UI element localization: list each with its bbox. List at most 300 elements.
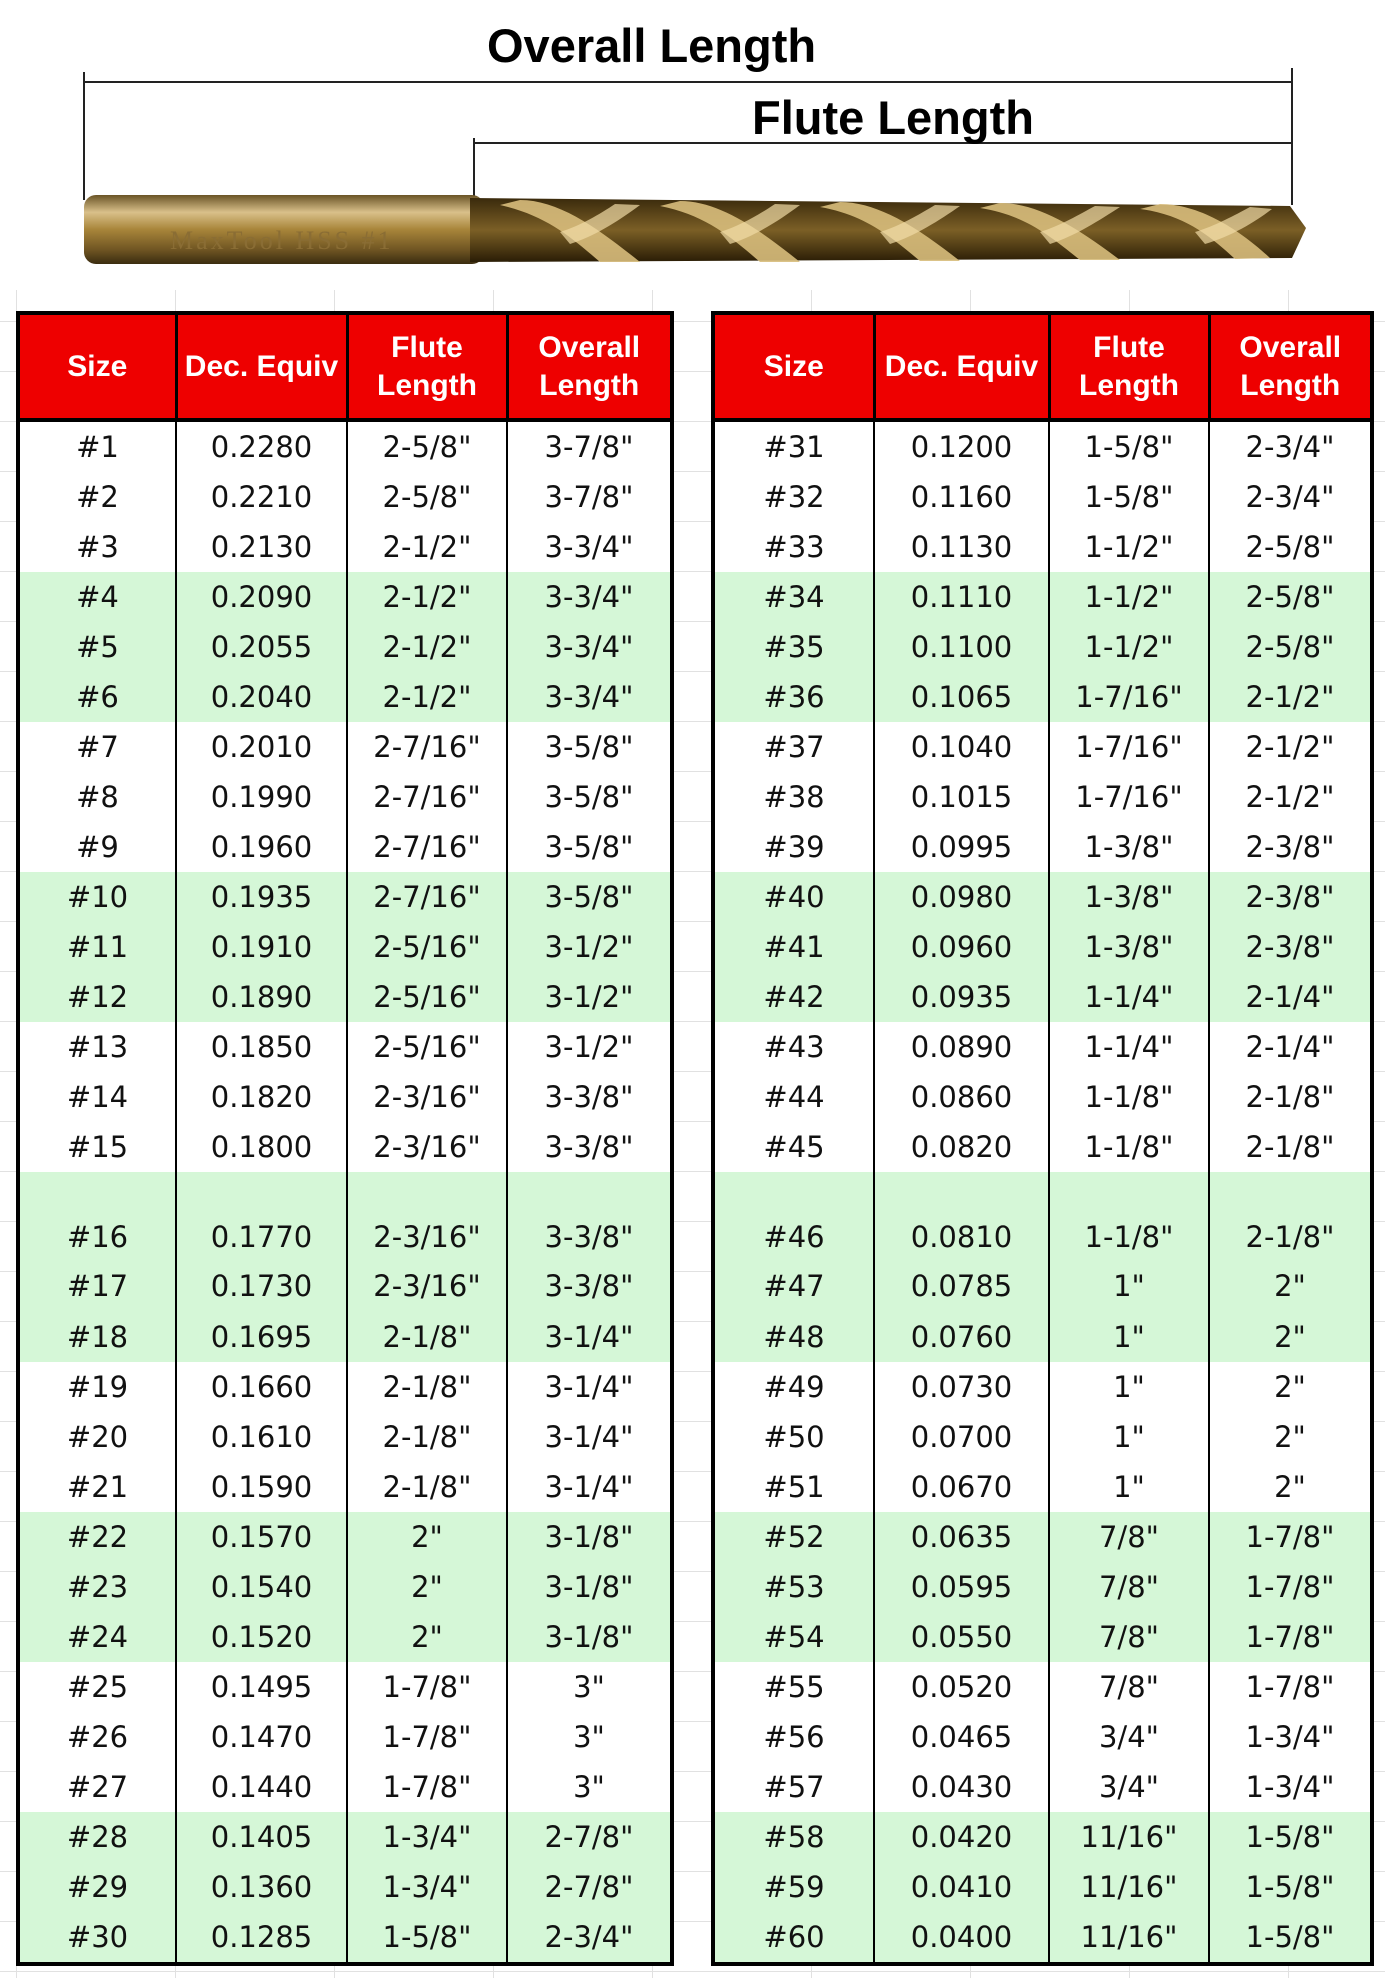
cell-overall-length: 2-3/8" [1209,822,1372,872]
cell-size: #40 [713,872,874,922]
cell-size: #23 [18,1562,176,1612]
table-row [18,972,672,1022]
cell-flute-length: 11/16" [1049,1912,1209,1964]
cell-overall-length: 2" [1209,1312,1372,1362]
cell-size: #39 [713,822,874,872]
cell-size: #59 [713,1862,874,1912]
cell-dec-equiv: 0.0960 [874,922,1049,972]
cell-overall-length: 3-1/4" [507,1462,672,1512]
cell-flute-length: 2-1/8" [347,1362,507,1412]
cell-size: #38 [713,772,874,822]
table-row [713,420,1372,472]
table-row [18,1260,672,1312]
cell-dec-equiv: 0.1495 [176,1662,347,1712]
cell-overall-length: 3-1/2" [507,922,672,972]
cell-overall-length: 3-3/4" [507,522,672,572]
cell-flute-length: 1-1/2" [1049,622,1209,672]
cell-dec-equiv: 0.2010 [176,722,347,772]
cell-size: #2 [18,472,176,522]
table-row [18,1562,672,1612]
cell-overall-length: 3-3/8" [507,1260,672,1312]
cell-dec-equiv: 0.0995 [874,822,1049,872]
cell-dec-equiv: 0.2055 [176,622,347,672]
table-header-row [18,313,672,420]
cell-overall-length: 3-1/4" [507,1312,672,1362]
table-row [18,1362,672,1412]
cell-dec-equiv: 0.0810 [874,1172,1049,1260]
table-row [713,1122,1372,1172]
cell-flute-length: 1-7/16" [1049,672,1209,722]
cell-dec-equiv: 0.2280 [176,420,347,472]
overall-length-dimension [84,68,1292,205]
cell-flute-length: 2-7/16" [347,772,507,822]
table-row [713,1612,1372,1662]
cell-dec-equiv: 0.1065 [874,672,1049,722]
cell-dec-equiv: 0.0890 [874,1022,1049,1072]
cell-overall-length: 2-1/2" [1209,672,1372,722]
cell-overall-length: 3-3/8" [507,1072,672,1122]
cell-dec-equiv: 0.0860 [874,1072,1049,1122]
cell-flute-length: 1-7/8" [347,1762,507,1812]
table-row [18,1312,672,1362]
cell-flute-length: 11/16" [1049,1812,1209,1862]
cell-overall-length: 2-1/8" [1209,1122,1372,1172]
cell-overall-length: 3-3/4" [507,572,672,622]
cell-flute-length: 1-1/2" [1049,572,1209,622]
cell-overall-length: 2-3/8" [1209,872,1372,922]
cell-size: #36 [713,672,874,722]
cell-overall-length: 3-3/4" [507,672,672,722]
cell-size: #37 [713,722,874,772]
cell-flute-length: 2-7/16" [347,722,507,772]
cell-size: #50 [713,1412,874,1462]
cell-flute-length: 2-5/16" [347,1022,507,1072]
cell-flute-length: 2" [347,1512,507,1562]
cell-flute-length: 2-7/16" [347,872,507,922]
cell-overall-length: 2-7/8" [507,1812,672,1862]
header-flute-length: Flute Length [1049,313,1209,420]
cell-size: #29 [18,1862,176,1912]
cell-flute-length: 11/16" [1049,1862,1209,1912]
header-dec-equiv: Dec. Equiv [874,313,1049,420]
cell-dec-equiv: 0.0520 [874,1662,1049,1712]
cell-dec-equiv: 0.0670 [874,1462,1049,1512]
cell-overall-length: 2-3/4" [1209,472,1372,522]
table-row [18,722,672,772]
cell-dec-equiv: 0.1890 [176,972,347,1022]
cell-size: #56 [713,1712,874,1762]
cell-dec-equiv: 0.1910 [176,922,347,972]
cell-overall-length: 2-3/4" [507,1912,672,1964]
cell-dec-equiv: 0.1770 [176,1172,347,1260]
cell-size: #58 [713,1812,874,1862]
cell-dec-equiv: 0.2040 [176,672,347,722]
cell-size: #51 [713,1462,874,1512]
table-row [713,1512,1372,1562]
cell-flute-length: 1-7/16" [1049,722,1209,772]
cell-dec-equiv: 0.0430 [874,1762,1049,1812]
cell-overall-length: 2-3/8" [1209,922,1372,972]
cell-overall-length: 3-1/4" [507,1412,672,1462]
cell-dec-equiv: 0.1100 [874,622,1049,672]
table-row [18,1462,672,1512]
cell-size: #54 [713,1612,874,1662]
cell-size: #53 [713,1562,874,1612]
cell-flute-length: 1-3/4" [347,1812,507,1862]
table-row [18,1612,672,1662]
cell-dec-equiv: 0.1440 [176,1762,347,1812]
cell-overall-length: 3-7/8" [507,420,672,472]
table-row [713,572,1372,622]
cell-size: #11 [18,922,176,972]
cell-dec-equiv: 0.1130 [874,522,1049,572]
cell-flute-length: 3/4" [1049,1762,1209,1812]
table-row [713,722,1372,772]
cell-overall-length: 3-5/8" [507,722,672,772]
cell-overall-length: 2" [1209,1412,1372,1462]
cell-dec-equiv: 0.0785 [874,1260,1049,1312]
flute-length-label: Flute Length [752,91,1034,144]
cell-overall-length: 2-1/8" [1209,1072,1372,1122]
table-row [18,1122,672,1172]
header-dec-equiv: Dec. Equiv [176,313,347,420]
cell-flute-length: 1-1/4" [1049,972,1209,1022]
cell-dec-equiv: 0.0760 [874,1312,1049,1362]
cell-size: #52 [713,1512,874,1562]
table-row [18,1172,672,1260]
table-row [18,1862,672,1912]
table-row [713,1022,1372,1072]
table-row [713,1072,1372,1122]
cell-size: #15 [18,1122,176,1172]
header-overall-length: Overall Length [1209,313,1372,420]
cell-size: #7 [18,722,176,772]
cell-dec-equiv: 0.0635 [874,1512,1049,1562]
cell-flute-length: 1" [1049,1260,1209,1312]
cell-size: #43 [713,1022,874,1072]
cell-flute-length: 1-7/16" [1049,772,1209,822]
cell-flute-length: 2-3/16" [347,1122,507,1172]
cell-size: #17 [18,1260,176,1312]
table-row [18,522,672,572]
table-row [713,822,1372,872]
cell-size: #44 [713,1072,874,1122]
cell-overall-length: 3-5/8" [507,872,672,922]
table-row [18,1812,672,1862]
cell-flute-length: 1-5/8" [1049,420,1209,472]
cell-size: #21 [18,1462,176,1512]
cell-overall-length: 2" [1209,1362,1372,1412]
table-row [18,672,672,722]
cell-flute-length: 1-5/8" [1049,472,1209,522]
table-row [18,572,672,622]
cell-flute-length: 1" [1049,1312,1209,1362]
cell-overall-length: 1-7/8" [1209,1562,1372,1612]
table-row [713,622,1372,672]
cell-size: #9 [18,822,176,872]
flute-length-dimension [474,138,1292,198]
cell-dec-equiv: 0.1960 [176,822,347,872]
table-row [18,1412,672,1462]
cell-flute-length: 2-7/16" [347,822,507,872]
cell-size: #5 [18,622,176,672]
cell-flute-length: 1-3/8" [1049,822,1209,872]
cell-size: #6 [18,672,176,722]
cell-overall-length: 2-1/2" [1209,722,1372,772]
cell-flute-length: 2" [347,1562,507,1612]
cell-size: #49 [713,1362,874,1412]
cell-flute-length: 7/8" [1049,1662,1209,1712]
cell-flute-length: 2-5/8" [347,472,507,522]
table-row [18,1022,672,1072]
header-size: Size [713,313,874,420]
cell-size: #10 [18,872,176,922]
cell-size: #32 [713,472,874,522]
table-row [713,872,1372,922]
header-flute-length: Flute Length [347,313,507,420]
table-row [18,922,672,972]
cell-size: #33 [713,522,874,572]
cell-size: #12 [18,972,176,1022]
cell-overall-length: 3-1/8" [507,1512,672,1562]
cell-size: #14 [18,1072,176,1122]
table-row [713,1562,1372,1612]
drill-size-table-left [16,311,674,1966]
cell-size: #20 [18,1412,176,1462]
cell-dec-equiv: 0.0465 [874,1712,1049,1762]
cell-size: #48 [713,1312,874,1362]
cell-flute-length: 1" [1049,1362,1209,1412]
table-row [713,672,1372,722]
cell-size: #45 [713,1122,874,1172]
cell-dec-equiv: 0.1200 [874,420,1049,472]
cell-overall-length: 3-5/8" [507,772,672,822]
table-row [18,1662,672,1712]
cell-dec-equiv: 0.1850 [176,1022,347,1072]
cell-size: #34 [713,572,874,622]
cell-overall-length: 3-3/4" [507,622,672,672]
cell-flute-length: 2-3/16" [347,1172,507,1260]
cell-dec-equiv: 0.1590 [176,1462,347,1512]
cell-flute-length: 2-1/8" [347,1412,507,1462]
cell-dec-equiv: 0.0595 [874,1562,1049,1612]
cell-size: #4 [18,572,176,622]
cell-dec-equiv: 0.0730 [874,1362,1049,1412]
table-row [18,1762,672,1812]
cell-size: #16 [18,1172,176,1260]
cell-flute-length: 1-3/8" [1049,922,1209,972]
table-row [713,772,1372,822]
header-size: Size [18,313,176,420]
cell-size: #24 [18,1612,176,1662]
cell-overall-length: 3-3/8" [507,1122,672,1172]
table-row [713,1762,1372,1812]
cell-flute-length: 7/8" [1049,1612,1209,1662]
cell-size: #25 [18,1662,176,1712]
cell-size: #42 [713,972,874,1022]
cell-flute-length: 1-1/8" [1049,1072,1209,1122]
table-row [713,1172,1372,1260]
cell-overall-length: 1-7/8" [1209,1512,1372,1562]
cell-size: #41 [713,922,874,972]
cell-size: #26 [18,1712,176,1762]
drill-diagram [0,0,1385,290]
table-row [713,1462,1372,1512]
cell-size: #30 [18,1912,176,1964]
cell-overall-length: 2" [1209,1462,1372,1512]
cell-dec-equiv: 0.0700 [874,1412,1049,1462]
cell-size: #60 [713,1912,874,1964]
cell-flute-length: 2-5/8" [347,420,507,472]
cell-overall-length: 1-3/4" [1209,1762,1372,1812]
cell-overall-length: 1-7/8" [1209,1662,1372,1712]
cell-flute-length: 2-5/16" [347,922,507,972]
cell-flute-length: 2-3/16" [347,1072,507,1122]
cell-flute-length: 1-1/8" [1049,1172,1209,1260]
table-row [18,822,672,872]
table-row [713,1662,1372,1712]
cell-size: #3 [18,522,176,572]
cell-flute-length: 1-5/8" [347,1912,507,1964]
cell-flute-length: 1-1/2" [1049,522,1209,572]
table-row [18,420,672,472]
cell-overall-length: 3-5/8" [507,822,672,872]
cell-dec-equiv: 0.2090 [176,572,347,622]
cell-overall-length: 3" [507,1712,672,1762]
cell-dec-equiv: 0.0980 [874,872,1049,922]
cell-dec-equiv: 0.1990 [176,772,347,822]
cell-flute-length: 7/8" [1049,1512,1209,1562]
cell-overall-length: 3-1/8" [507,1612,672,1662]
cell-flute-length: 2-1/2" [347,672,507,722]
table-row [713,922,1372,972]
table-row [713,522,1372,572]
cell-dec-equiv: 0.1695 [176,1312,347,1362]
table-row [713,1312,1372,1362]
table-row [713,972,1372,1022]
cell-flute-length: 1-3/8" [1049,872,1209,922]
cell-flute-length: 2-1/2" [347,522,507,572]
table-row [713,1712,1372,1762]
cell-flute-length: 2-5/16" [347,972,507,1022]
cell-overall-length: 3-1/2" [507,972,672,1022]
cell-dec-equiv: 0.1660 [176,1362,347,1412]
table-row [713,472,1372,522]
cell-dec-equiv: 0.2130 [176,522,347,572]
cell-size: #27 [18,1762,176,1812]
table-row [713,1362,1372,1412]
table-row [18,872,672,922]
cell-dec-equiv: 0.2210 [176,472,347,522]
cell-size: #57 [713,1762,874,1812]
cell-dec-equiv: 0.1730 [176,1260,347,1312]
cell-dec-equiv: 0.1040 [874,722,1049,772]
cell-flute-length: 1" [1049,1462,1209,1512]
cell-overall-length: 2-1/8" [1209,1172,1372,1260]
table-row [713,1260,1372,1312]
cell-size: #35 [713,622,874,672]
cell-overall-length: 2" [1209,1260,1372,1312]
cell-overall-length: 3-1/2" [507,1022,672,1072]
table-row [18,1072,672,1122]
cell-overall-length: 3-1/8" [507,1562,672,1612]
cell-dec-equiv: 0.1015 [874,772,1049,822]
cell-dec-equiv: 0.1520 [176,1612,347,1662]
cell-flute-length: 2-1/8" [347,1312,507,1362]
cell-size: #47 [713,1260,874,1312]
cell-dec-equiv: 0.1540 [176,1562,347,1612]
cell-flute-length: 1-7/8" [347,1712,507,1762]
cell-flute-length: 2-1/2" [347,622,507,672]
cell-size: #19 [18,1362,176,1412]
cell-dec-equiv: 0.0410 [874,1862,1049,1912]
cell-flute-length: 2-1/2" [347,572,507,622]
cell-dec-equiv: 0.1110 [874,572,1049,622]
cell-flute-length: 2-1/8" [347,1462,507,1512]
cell-dec-equiv: 0.1285 [176,1912,347,1964]
cell-overall-length: 2-5/8" [1209,572,1372,622]
cell-size: #31 [713,420,874,472]
table-row [18,472,672,522]
table-header-row [713,313,1372,420]
cell-size: #18 [18,1312,176,1362]
cell-dec-equiv: 0.0820 [874,1122,1049,1172]
cell-size: #28 [18,1812,176,1862]
cell-size: #13 [18,1022,176,1072]
drill-size-table-right [711,311,1374,1966]
cell-overall-length: 2-5/8" [1209,522,1372,572]
cell-size: #22 [18,1512,176,1562]
cell-size: #46 [713,1172,874,1260]
table-row [18,772,672,822]
cell-dec-equiv: 0.1935 [176,872,347,922]
cell-dec-equiv: 0.1360 [176,1862,347,1912]
table-row [18,1912,672,1964]
cell-size: #55 [713,1662,874,1712]
cell-overall-length: 2-1/4" [1209,1022,1372,1072]
cell-flute-length: 2-3/16" [347,1260,507,1312]
cell-overall-length: 2-7/8" [507,1862,672,1912]
table-row [713,1812,1372,1862]
cell-flute-length: 7/8" [1049,1562,1209,1612]
cell-dec-equiv: 0.1405 [176,1812,347,1862]
cell-flute-length: 1-7/8" [347,1662,507,1712]
cell-size: #1 [18,420,176,472]
table-row [18,1712,672,1762]
cell-size: #8 [18,772,176,822]
cell-dec-equiv: 0.0420 [874,1812,1049,1862]
cell-overall-length: 3-1/4" [507,1362,672,1412]
cell-overall-length: 2-1/2" [1209,772,1372,822]
cell-flute-length: 1-3/4" [347,1862,507,1912]
table-row [713,1862,1372,1912]
cell-flute-length: 1" [1049,1412,1209,1462]
cell-dec-equiv: 0.0935 [874,972,1049,1022]
cell-dec-equiv: 0.1570 [176,1512,347,1562]
cell-overall-length: 2-1/4" [1209,972,1372,1022]
table-row [713,1912,1372,1964]
cell-flute-length: 1-1/4" [1049,1022,1209,1072]
table-row [713,1412,1372,1462]
table-row [18,1512,672,1562]
overall-length-label: Overall Length [487,19,817,72]
cell-dec-equiv: 0.1800 [176,1122,347,1172]
cell-overall-length: 3-3/8" [507,1172,672,1260]
cell-overall-length: 1-5/8" [1209,1862,1372,1912]
cell-dec-equiv: 0.1820 [176,1072,347,1122]
cell-overall-length: 1-3/4" [1209,1712,1372,1762]
cell-overall-length: 2-5/8" [1209,622,1372,672]
